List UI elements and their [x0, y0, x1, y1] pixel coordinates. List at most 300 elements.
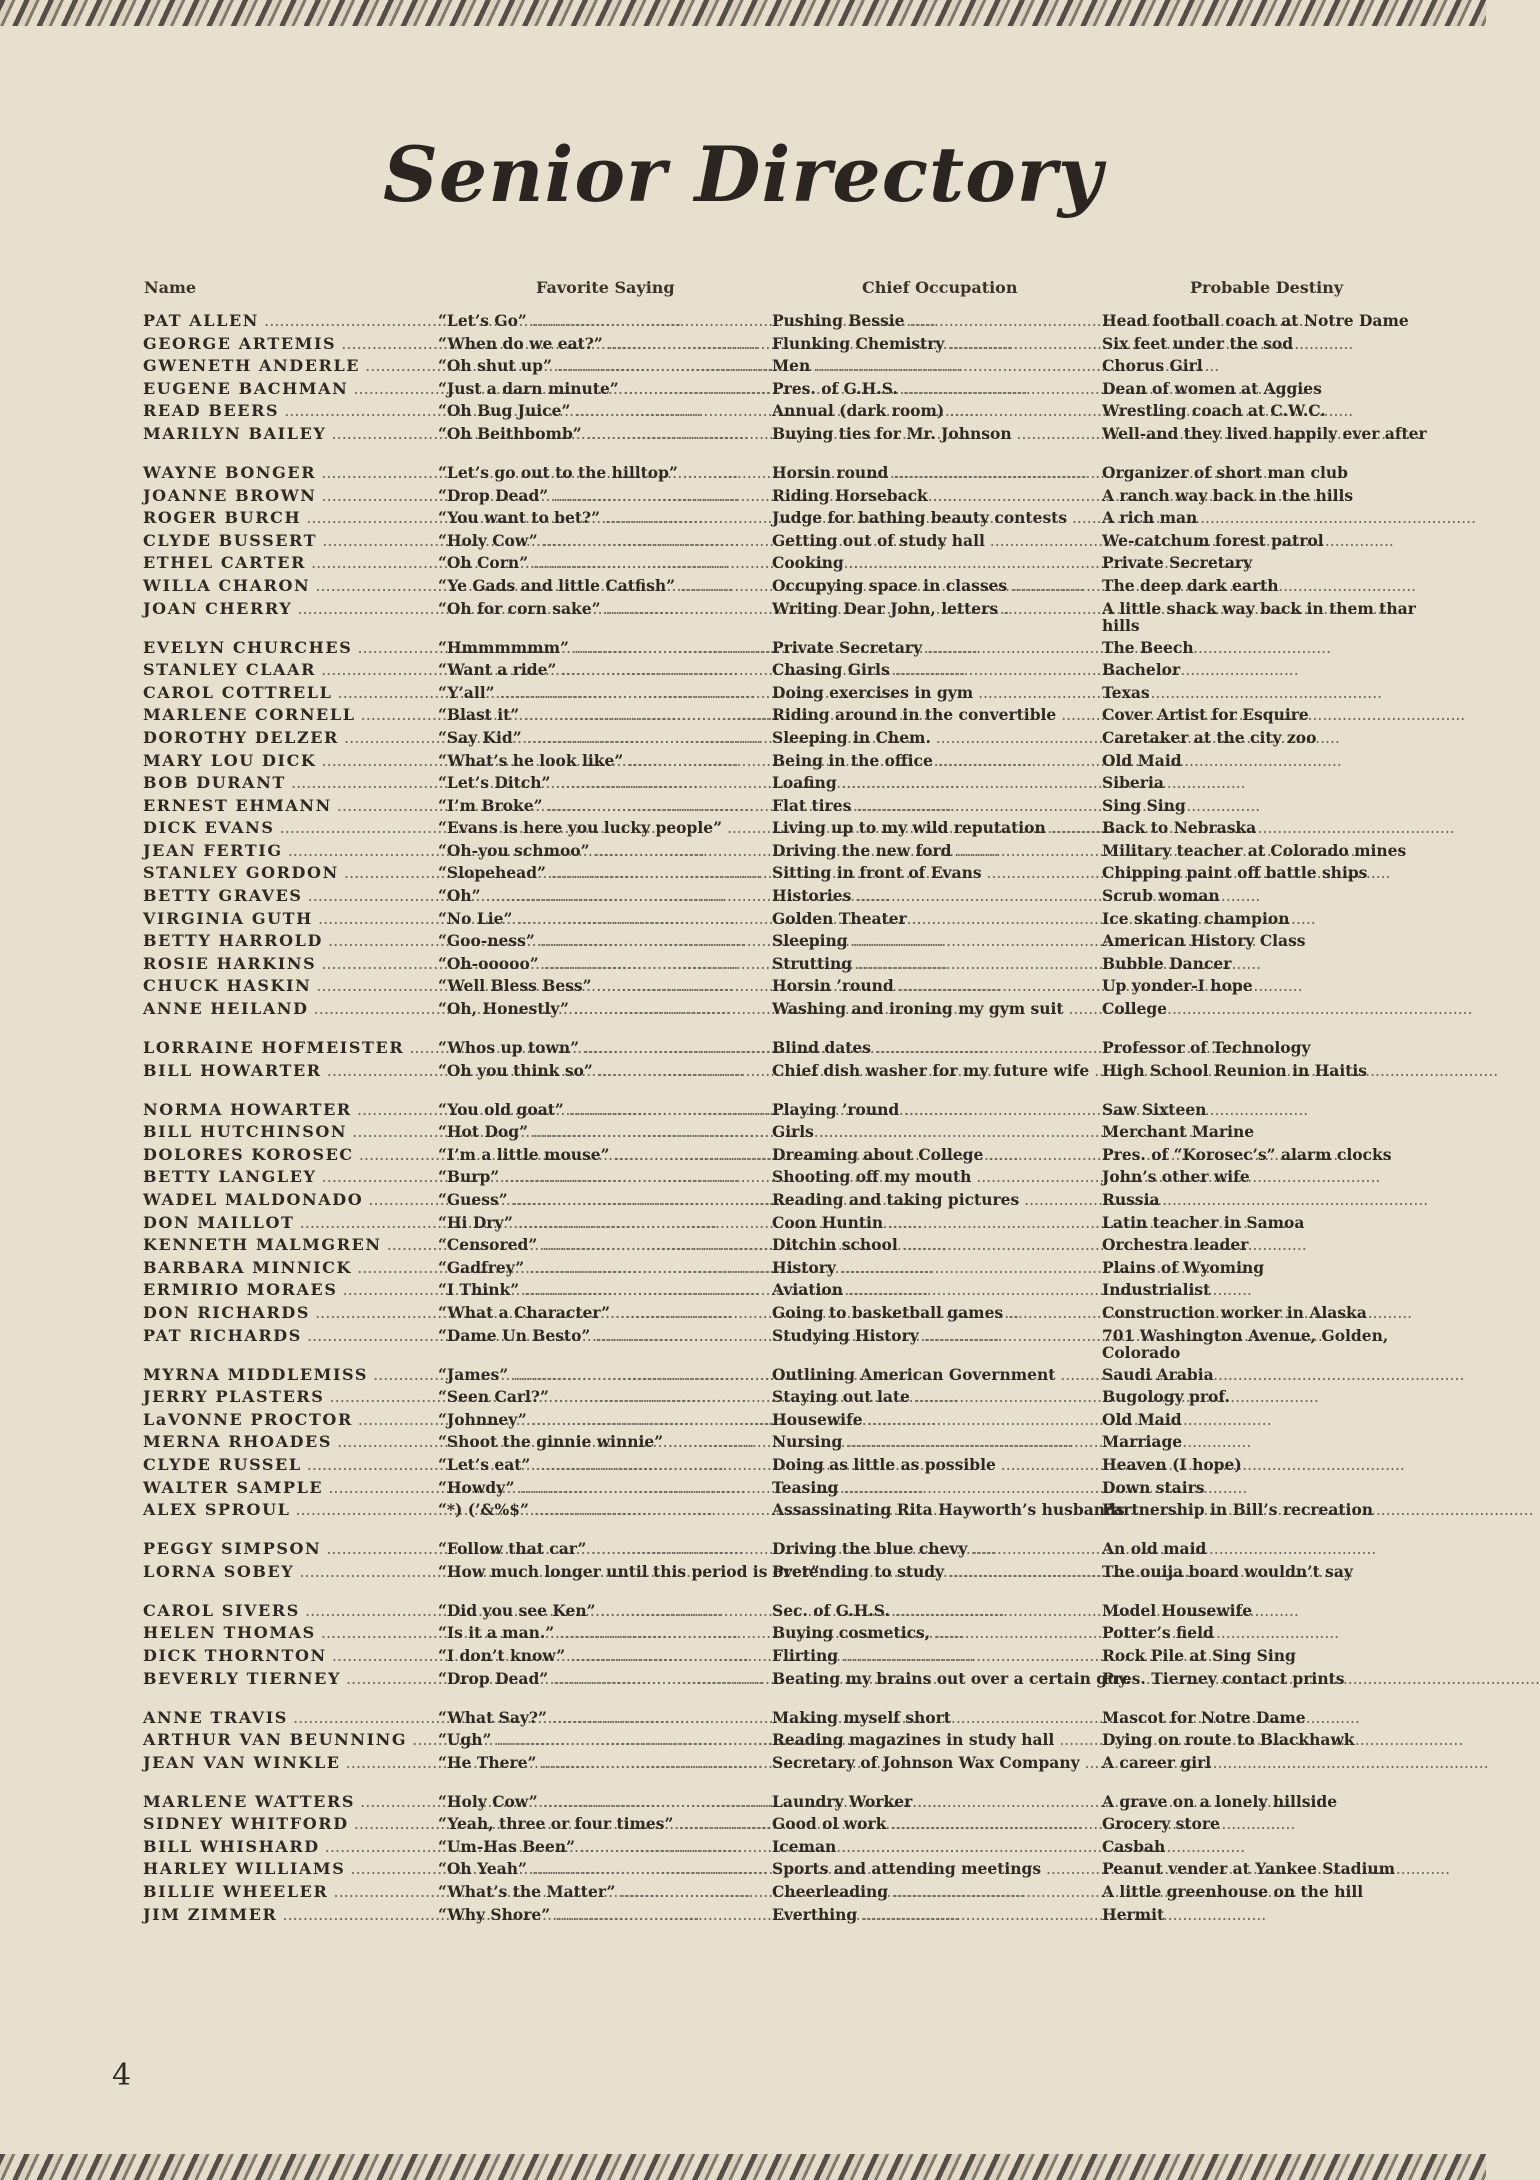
- chief-occupation: Buying cosmetics, .....: [772, 1624, 1102, 1642]
- favorite-saying: “Ye Gads and little Catfish” .....: [438, 577, 771, 595]
- chief-occupation: Everthing .....: [772, 1906, 1102, 1924]
- chief-occupation: Laundry Worker .....: [772, 1793, 1102, 1811]
- directory-row: [0, 1327, 1486, 1366]
- directory-row: [0, 1754, 1486, 1793]
- probable-destiny: A career girl: [1102, 1752, 1212, 1772]
- senior-name: PEGGY SIMPSON .....: [143, 1540, 433, 1557]
- chief-occupation: Cooking .....: [772, 554, 1102, 572]
- probable-destiny: Heaven (I hope): [1102, 1454, 1242, 1474]
- directory-row: [0, 1838, 1486, 1861]
- chief-occupation: Studying History .....: [772, 1327, 1102, 1345]
- favorite-saying: “Yeah, three or four times” .....: [438, 1815, 771, 1833]
- header-saying: Favorite Saying: [536, 278, 675, 297]
- chief-occupation: Dreaming about College .....: [772, 1146, 1102, 1164]
- directory-row: [0, 1236, 1486, 1259]
- favorite-saying: “When do we eat?” .....: [438, 335, 771, 353]
- chief-occupation: Loafing .....: [772, 774, 1102, 792]
- favorite-saying: “He There” .....: [438, 1754, 771, 1772]
- directory-row: [0, 1479, 1486, 1502]
- probable-destiny: Bubble Dancer: [1102, 953, 1232, 973]
- chief-occupation: Aviation .....: [772, 1281, 1102, 1299]
- favorite-saying: “Want a ride” .....: [438, 661, 771, 679]
- favorite-saying: “I’m a little mouse” .....: [438, 1146, 771, 1164]
- senior-name: MARILYN BAILEY .....: [143, 425, 433, 442]
- senior-name: PAT RICHARDS .....: [143, 1327, 433, 1344]
- senior-name: DON MAILLOT .....: [143, 1214, 433, 1231]
- probable-destiny: Rock Pile at Sing Sing: [1102, 1645, 1296, 1665]
- senior-name: DICK EVANS .....: [143, 819, 433, 836]
- chief-occupation: Living up to my wild reputation .....: [772, 819, 1102, 837]
- senior-name: MARY LOU DICK .....: [143, 752, 433, 769]
- chief-occupation: Teasing .....: [772, 1479, 1102, 1497]
- probable-destiny: Plains of Wyoming: [1102, 1257, 1265, 1277]
- senior-name: MARLENE CORNELL .....: [143, 706, 433, 723]
- directory-row: [0, 1670, 1486, 1709]
- chief-occupation: Judge for bathing beauty contests .....: [772, 509, 1102, 527]
- chief-occupation: Washing and ironing my gym suit .....: [772, 1000, 1102, 1018]
- favorite-saying: “Oh” .....: [438, 887, 771, 905]
- chief-occupation: Good ol work .....: [772, 1815, 1102, 1833]
- favorite-saying: “Is it a man.” .....: [438, 1624, 771, 1642]
- probable-destiny: A ranch way back in the hills: [1102, 485, 1354, 505]
- favorite-saying: “I don’t know” .....: [438, 1647, 771, 1665]
- probable-destiny: Sing Sing: [1102, 795, 1186, 815]
- favorite-saying: “Holy Cow” .....: [438, 532, 771, 550]
- senior-name: EVELYN CHURCHES .....: [143, 639, 433, 656]
- chief-occupation: Girls .....: [772, 1123, 1102, 1141]
- senior-name: JERRY PLASTERS .....: [143, 1388, 433, 1405]
- senior-name: NORMA HOWARTER .....: [143, 1101, 433, 1118]
- chief-occupation: Playing ’round .....: [772, 1101, 1102, 1119]
- chief-occupation: Reading and taking pictures .....: [772, 1191, 1102, 1209]
- senior-name: LORNA SOBEY .....: [143, 1563, 433, 1580]
- favorite-saying: “Say Kid” .....: [438, 729, 771, 747]
- directory-row: [0, 774, 1486, 797]
- probable-destiny: Hermit: [1102, 1904, 1165, 1924]
- directory-row: [0, 1815, 1486, 1838]
- chief-occupation: Occupying space in classes .....: [772, 577, 1102, 595]
- favorite-saying: “Did you see Ken” .....: [438, 1602, 771, 1620]
- chief-occupation: Being in the office .....: [772, 752, 1102, 770]
- favorite-saying: “What a Character” .....: [438, 1304, 771, 1322]
- probable-destiny: Saw Sixteen: [1102, 1099, 1207, 1119]
- directory-row: [0, 464, 1486, 487]
- directory-row: [0, 357, 1486, 380]
- favorite-saying: “James” .....: [438, 1366, 771, 1384]
- senior-name: MYRNA MIDDLEMISS .....: [143, 1366, 433, 1383]
- senior-name: DOROTHY DELZER .....: [143, 729, 433, 746]
- probable-destiny: Peanut vender at Yankee Stadium: [1102, 1859, 1396, 1879]
- directory-row: [0, 1793, 1486, 1816]
- probable-destiny: Mascot for Notre Dame: [1102, 1707, 1306, 1727]
- chief-occupation: Sleeping in Chem. .....: [772, 729, 1102, 747]
- favorite-saying: “Guess” .....: [438, 1191, 771, 1209]
- senior-name: ETHEL CARTER .....: [143, 554, 433, 571]
- directory-row: [0, 661, 1486, 684]
- senior-name: ROSIE HARKINS .....: [143, 955, 433, 972]
- directory-row: [0, 1123, 1486, 1146]
- directory-row: [0, 1304, 1486, 1327]
- chief-occupation: Flunking Chemistry .....: [772, 335, 1102, 353]
- favorite-saying: “Let’s eat” .....: [438, 1456, 771, 1474]
- probable-destiny: Bugology prof.: [1102, 1387, 1230, 1407]
- favorite-saying: “Well Bless Bess” .....: [438, 977, 771, 995]
- page-title: Senior Directory: [382, 130, 1103, 219]
- directory-row: [0, 1281, 1486, 1304]
- chief-occupation: Assassinating Rita Hayworth’s husbands .....: [772, 1501, 1102, 1519]
- probable-destiny: Chipping paint off battle ships: [1102, 863, 1368, 883]
- favorite-saying: “Let’s go out to the hilltop” .....: [438, 464, 771, 482]
- directory-row: [0, 639, 1486, 662]
- chief-occupation: Pretending to study .....: [772, 1563, 1102, 1581]
- chief-occupation: Private Secretary .....: [772, 639, 1102, 657]
- senior-name: WADEL MALDONADO .....: [143, 1191, 433, 1208]
- probable-destiny: 701 Washington Avenue, Golden, Colorado: [1102, 1325, 1389, 1362]
- chief-occupation: Golden Theater .....: [772, 910, 1102, 928]
- favorite-saying: “What’s he look like” .....: [438, 752, 771, 770]
- probable-destiny: The ouija board wouldn’t say: [1102, 1561, 1353, 1581]
- probable-destiny: Siberia: [1102, 773, 1164, 793]
- favorite-saying: “Um-Has Been” .....: [438, 1838, 771, 1856]
- chief-occupation: Doing as little as possible .....: [772, 1456, 1102, 1474]
- probable-destiny: Potter’s field: [1102, 1623, 1214, 1643]
- chief-occupation: Shooting off my mouth .....: [772, 1168, 1102, 1186]
- directory-row: [0, 312, 1486, 335]
- favorite-saying: “Holy Cow” .....: [438, 1793, 771, 1811]
- directory-row: [0, 1456, 1486, 1479]
- chief-occupation: Coon Huntin .....: [772, 1214, 1102, 1232]
- senior-name: BARBARA MINNICK .....: [143, 1259, 433, 1276]
- directory-row: [0, 1540, 1486, 1563]
- senior-name: WAYNE BONGER .....: [143, 464, 433, 481]
- probable-destiny: Chorus Girl: [1102, 356, 1203, 376]
- senior-name: WALTER SAMPLE .....: [143, 1479, 433, 1496]
- favorite-saying: “You old goat” .....: [438, 1101, 771, 1119]
- chief-occupation: History .....: [772, 1259, 1102, 1277]
- directory-row: [0, 819, 1486, 842]
- directory-row: [0, 402, 1486, 425]
- directory-row: [0, 842, 1486, 865]
- probable-destiny: College: [1102, 999, 1168, 1019]
- directory-row: [0, 864, 1486, 887]
- favorite-saying: “Burp” .....: [438, 1168, 771, 1186]
- favorite-saying: “*) (’&%$” .....: [438, 1501, 771, 1519]
- probable-destiny: An old maid: [1102, 1539, 1207, 1559]
- probable-destiny: A grave on a lonely hillside: [1102, 1791, 1338, 1811]
- probable-destiny: Casbah: [1102, 1836, 1166, 1856]
- directory-row: [0, 600, 1486, 639]
- directory-row: [0, 425, 1486, 464]
- probable-destiny: The deep dark earth: [1102, 575, 1279, 595]
- favorite-saying: “Oh-you schmoo” .....: [438, 842, 771, 860]
- chief-occupation: Writing Dear John, letters .....: [772, 600, 1102, 618]
- probable-destiny: Back to Nebraska: [1102, 818, 1257, 838]
- header-occupation: Chief Occupation: [862, 278, 1018, 297]
- chief-occupation: Histories .....: [772, 887, 1102, 905]
- chief-occupation: Nursing .....: [772, 1433, 1102, 1451]
- senior-name: STANLEY GORDON .....: [143, 864, 433, 881]
- chief-occupation: Horsin ’round .....: [772, 977, 1102, 995]
- probable-destiny: Grocery store: [1102, 1814, 1220, 1834]
- chief-occupation: Going to basketball games .....: [772, 1304, 1102, 1322]
- senior-name: SIDNEY WHITFORD .....: [143, 1815, 433, 1832]
- chief-occupation: Strutting .....: [772, 955, 1102, 973]
- header-name: Name: [144, 278, 197, 297]
- directory-row: [0, 487, 1486, 510]
- senior-name: READ BEERS .....: [143, 402, 433, 419]
- favorite-saying: “Gadfrey” .....: [438, 1259, 771, 1277]
- senior-name: JOAN CHERRY .....: [143, 600, 433, 617]
- favorite-saying: “Oh shut up” .....: [438, 357, 771, 375]
- favorite-saying: “Follow that car” .....: [438, 1540, 771, 1558]
- directory-row: [0, 1860, 1486, 1883]
- page-number: 4: [112, 2058, 132, 2093]
- directory-row: [0, 1624, 1486, 1647]
- favorite-saying: “Johnney” .....: [438, 1411, 771, 1429]
- directory-row: [0, 380, 1486, 403]
- senior-name: DOLORES KOROSEC .....: [143, 1146, 433, 1163]
- favorite-saying: “Oh, Honestly” .....: [438, 1000, 771, 1018]
- senior-name: ANNE HEILAND .....: [143, 1000, 433, 1017]
- probable-destiny: Scrub woman: [1102, 886, 1220, 906]
- probable-destiny: Organizer of short man club: [1102, 462, 1348, 482]
- probable-destiny: Orchestra leader: [1102, 1235, 1249, 1255]
- probable-destiny: Old Maid: [1102, 1409, 1182, 1429]
- chief-occupation: Getting out of study hall .....: [772, 532, 1102, 550]
- senior-name: BILL WHISHARD .....: [143, 1838, 433, 1855]
- senior-name: ANNE TRAVIS .....: [143, 1709, 433, 1726]
- chief-occupation: Flirting .....: [772, 1647, 1102, 1665]
- probable-destiny: Down stairs: [1102, 1477, 1205, 1497]
- favorite-saying: “Oh for corn sake” .....: [438, 600, 771, 618]
- senior-name: LaVONNE PROCTOR .....: [143, 1411, 433, 1428]
- senior-name: DON RICHARDS .....: [143, 1304, 433, 1321]
- directory-row: [0, 1411, 1486, 1434]
- senior-name: BETTY GRAVES .....: [143, 887, 433, 904]
- probable-destiny: Latin teacher in Samoa: [1102, 1212, 1305, 1232]
- chief-occupation: Housewife .....: [772, 1411, 1102, 1429]
- favorite-saying: “I’m Broke” .....: [438, 797, 771, 815]
- chief-occupation: Outlining American Government .....: [772, 1366, 1102, 1384]
- senior-name: BETTY LANGLEY .....: [143, 1168, 433, 1185]
- directory-row: [0, 1101, 1486, 1124]
- directory-row: [0, 1709, 1486, 1732]
- senior-name: MERNA RHOADES .....: [143, 1433, 433, 1450]
- favorite-saying: “Hi Dry” .....: [438, 1214, 771, 1232]
- probable-destiny: Russia: [1102, 1190, 1160, 1209]
- favorite-saying: “Oh-ooooo” .....: [438, 955, 771, 973]
- probable-destiny: Six feet under the sod: [1102, 333, 1294, 353]
- chief-occupation: Flat tires .....: [772, 797, 1102, 815]
- directory-row: [0, 1039, 1486, 1062]
- probable-destiny: Well-and they lived happily ever after: [1102, 423, 1427, 443]
- favorite-saying: “Evans is here you lucky people” .....: [438, 819, 771, 837]
- directory-row: [0, 1433, 1486, 1456]
- directory-row: [0, 729, 1486, 752]
- chief-occupation: Riding around in the convertible .....: [772, 706, 1102, 724]
- directory-row: [0, 887, 1486, 910]
- directory-row: [0, 1146, 1486, 1169]
- senior-name: KENNETH MALMGREN .....: [143, 1236, 433, 1253]
- senior-name: BOB DURANT .....: [143, 774, 433, 791]
- favorite-saying: “Drop Dead” .....: [438, 487, 771, 505]
- probable-destiny: Up yonder-I hope: [1102, 976, 1253, 996]
- probable-destiny: Professor of Technology: [1102, 1038, 1311, 1058]
- directory-row: [0, 752, 1486, 775]
- probable-destiny: Construction worker in Alaska: [1102, 1302, 1367, 1322]
- probable-destiny: American History Class: [1102, 931, 1306, 951]
- senior-name: ROGER BURCH .....: [143, 509, 433, 526]
- senior-name: GEORGE ARTEMIS .....: [143, 335, 433, 352]
- favorite-saying: “How much longer until this period is over” .....: [438, 1563, 771, 1581]
- probable-destiny: Dean of women at Aggies: [1102, 378, 1322, 398]
- probable-destiny: Texas: [1102, 682, 1150, 702]
- senior-name: HELEN THOMAS .....: [143, 1624, 433, 1641]
- directory-row: [0, 1883, 1486, 1906]
- senior-name: LORRAINE HOFMEISTER .....: [143, 1039, 433, 1056]
- favorite-saying: “Ugh” .....: [438, 1731, 771, 1749]
- probable-destiny: Head football coach at Notre Dame: [1102, 311, 1409, 330]
- favorite-saying: “Oh you think so” .....: [438, 1062, 771, 1080]
- directory-row: [0, 910, 1486, 933]
- favorite-saying: “Howdy” .....: [438, 1479, 771, 1497]
- probable-destiny: Pres. of “Korosec’s” alarm clocks: [1102, 1144, 1392, 1164]
- chief-occupation: Sitting in front of Evans .....: [772, 864, 1102, 882]
- senior-name: DICK THORNTON .....: [143, 1647, 433, 1664]
- chief-occupation: Sports and attending meetings .....: [772, 1860, 1102, 1878]
- probable-destiny: Model Housewife: [1102, 1600, 1253, 1620]
- favorite-saying: “Just a darn minute” .....: [438, 380, 771, 398]
- directory-row: [0, 532, 1486, 555]
- favorite-saying: “Whos up town” .....: [438, 1039, 771, 1057]
- chief-occupation: Reading magazines in study hall .....: [772, 1731, 1102, 1749]
- senior-name: ARTHUR VAN BEUNNING .....: [143, 1731, 433, 1748]
- favorite-saying: “Slopehead” .....: [438, 864, 771, 882]
- directory-row: [0, 1214, 1486, 1237]
- senior-name: GWENETH ANDERLE .....: [143, 357, 433, 374]
- probable-destiny: Cover Artist for Esquire: [1102, 705, 1309, 725]
- senior-name: CLYDE BUSSERT .....: [143, 532, 433, 549]
- chief-occupation: Driving the blue chevy .....: [772, 1540, 1102, 1558]
- probable-destiny: Old Maid: [1102, 750, 1182, 770]
- chief-occupation: Beating my brains out over a certain guy. .....: [772, 1670, 1102, 1688]
- favorite-saying: “I Think” .....: [438, 1281, 771, 1299]
- favorite-saying: “What Say?” .....: [438, 1709, 771, 1727]
- directory-row: [0, 509, 1486, 532]
- chief-occupation: Sec. of G.H.S. .....: [772, 1602, 1102, 1620]
- probable-destiny: Dying on route to Blackhawk: [1102, 1730, 1355, 1750]
- probable-destiny: Partnership in Bill’s recreation: [1102, 1500, 1374, 1520]
- probable-destiny: High School Reunion in Haitis: [1102, 1060, 1367, 1080]
- directory-row: [0, 554, 1486, 577]
- senior-name: HARLEY WILLIAMS .....: [143, 1860, 433, 1877]
- senior-name: WILLA CHARON .....: [143, 577, 433, 594]
- favorite-saying: “Seen Carl?” .....: [438, 1388, 771, 1406]
- senior-name: JEAN VAN WINKLE .....: [143, 1754, 433, 1771]
- favorite-saying: “No Lie” .....: [438, 910, 771, 928]
- directory-row: [0, 1647, 1486, 1670]
- column-headers: [0, 278, 1486, 302]
- senior-name: BEVERLY TIERNEY .....: [143, 1670, 433, 1687]
- directory-row: [0, 932, 1486, 955]
- chief-occupation: Secretary of Johnson Wax Company .....: [772, 1754, 1102, 1772]
- favorite-saying: “Oh Corn” .....: [438, 554, 771, 572]
- senior-name: BETTY HARROLD .....: [143, 932, 433, 949]
- favorite-saying: “Goo-ness” .....: [438, 932, 771, 950]
- directory-row: [0, 1000, 1486, 1039]
- directory-row: [0, 335, 1486, 358]
- chief-occupation: Annual (dark room) .....: [772, 402, 1102, 420]
- chief-occupation: Doing exercises in gym .....: [772, 684, 1102, 702]
- favorite-saying: “Drop Dead” .....: [438, 1670, 771, 1688]
- senior-name: JIM ZIMMER .....: [143, 1906, 433, 1923]
- chief-occupation: Pres. of G.H.S. .....: [772, 380, 1102, 398]
- chief-occupation: Blind dates .....: [772, 1039, 1102, 1057]
- chief-occupation: Chief dish washer for my future wife .....: [772, 1062, 1102, 1080]
- favorite-saying: “You want to bet?” .....: [438, 509, 771, 527]
- probable-destiny: A little shack way back in them thar hills: [1102, 598, 1416, 635]
- directory-row: [0, 977, 1486, 1000]
- favorite-saying: “Hot Dog” .....: [438, 1123, 771, 1141]
- favorite-saying: “Oh Beithbomb” .....: [438, 425, 771, 443]
- favorite-saying: “Oh Yeah” .....: [438, 1860, 771, 1878]
- probable-destiny: Private Secretary: [1102, 553, 1253, 573]
- chief-occupation: Buying ties for Mr. Johnson .....: [772, 425, 1102, 443]
- probable-destiny: A rich man: [1102, 508, 1198, 528]
- chief-occupation: Staying out late .....: [772, 1388, 1102, 1406]
- directory-row: [0, 1168, 1486, 1191]
- probable-destiny: Wrestling coach at C.W.C.: [1102, 401, 1326, 421]
- probable-destiny: Saudi Arabia: [1102, 1364, 1214, 1384]
- directory-row: [0, 955, 1486, 978]
- probable-destiny: Merchant Marine: [1102, 1122, 1255, 1142]
- favorite-saying: “Oh Bug Juice” .....: [438, 402, 771, 420]
- senior-name: CLYDE RUSSEL .....: [143, 1456, 433, 1473]
- directory-row: [0, 797, 1486, 820]
- probable-destiny: Pres. Tierney contact prints: [1102, 1668, 1345, 1688]
- directory-row: [0, 1563, 1486, 1602]
- header-destiny: Probable Destiny: [1190, 278, 1344, 297]
- decorative-border-top: [0, 0, 1486, 26]
- chief-occupation: Driving the new ford .....: [772, 842, 1102, 860]
- senior-name: MARLENE WATTERS .....: [143, 1793, 433, 1810]
- chief-occupation: Horsin round .....: [772, 464, 1102, 482]
- favorite-saying: “Y’all” .....: [438, 684, 771, 702]
- senior-name: CAROL COTTRELL .....: [143, 684, 433, 701]
- directory-row: [0, 1731, 1486, 1754]
- directory-row: [0, 1388, 1486, 1411]
- favorite-saying: “Let’s Go” .....: [438, 312, 771, 330]
- directory-row: [0, 706, 1486, 729]
- senior-name: BILL HUTCHINSON .....: [143, 1123, 433, 1140]
- senior-name: BILLIE WHEELER .....: [143, 1883, 433, 1900]
- chief-occupation: Men .....: [772, 357, 1102, 375]
- decorative-border-bottom: [0, 2154, 1486, 2180]
- directory-row: [0, 577, 1486, 600]
- probable-destiny: John’s other wife: [1102, 1167, 1250, 1187]
- probable-destiny: Bachelor: [1102, 660, 1181, 680]
- favorite-saying: “Let’s Ditch” .....: [438, 774, 771, 792]
- chief-occupation: Ditchin school .....: [772, 1236, 1102, 1254]
- senior-name: PAT ALLEN .....: [143, 312, 433, 329]
- favorite-saying: “Dame Un Besto” .....: [438, 1327, 771, 1345]
- probable-destiny: Marriage: [1102, 1432, 1183, 1452]
- probable-destiny: A little greenhouse on the hill: [1102, 1882, 1364, 1902]
- senior-name: CAROL SIVERS .....: [143, 1602, 433, 1619]
- directory-row: [0, 1501, 1486, 1540]
- senior-name: VIRGINIA GUTH .....: [143, 910, 433, 927]
- favorite-saying: “Why Shore” .....: [438, 1906, 771, 1924]
